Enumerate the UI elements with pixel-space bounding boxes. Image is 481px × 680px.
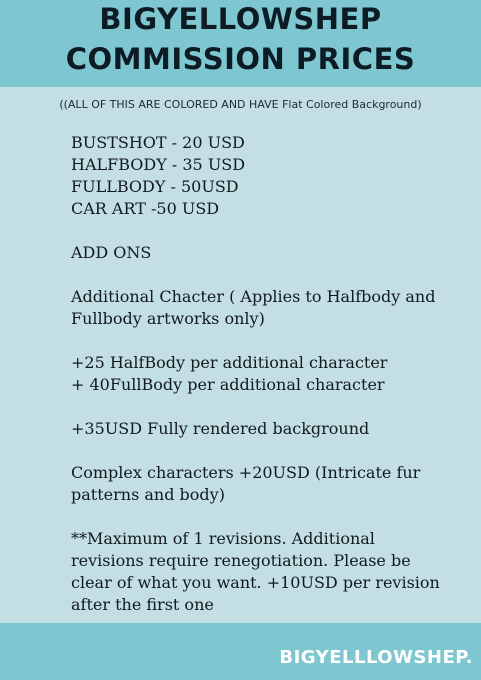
- page-subtitle: COMMISSION PRICES: [65, 42, 416, 76]
- addons-heading: ADD ONS: [71, 243, 152, 262]
- revision-policy-line: revisions require renegotiation. Please be: [71, 551, 411, 570]
- complex-character-text-cont: patterns and body): [71, 485, 225, 504]
- price-list: [71, 132, 471, 616]
- color-note: ((ALL OF THIS ARE COLORED AND HAVE Flat Colored Background): [59, 98, 422, 111]
- price-fullbody: FULLBODY - 50USD: [71, 177, 239, 196]
- price-bustshot: BUSTSHOT - 20 USD: [71, 133, 245, 152]
- complex-character-text: Complex characters +20USD (Intricate fur: [71, 463, 421, 482]
- revision-policy-line: clear of what you want. +10USD per revision: [71, 573, 440, 592]
- price-halfbody: HALFBODY - 35 USD: [71, 155, 246, 174]
- price-car-art: CAR ART -50 USD: [71, 199, 220, 218]
- halfbody-extra-price: +25 HalfBody per additional character: [71, 353, 388, 372]
- background-price: +35USD Fully rendered background: [71, 419, 370, 438]
- revision-policy-line: after the first one: [71, 595, 214, 614]
- revision-policy-line: **Maximum of 1 revisions. Additional: [71, 529, 375, 548]
- page-title: BIGYELLOWSHEP: [99, 2, 382, 36]
- footer-brand: BIGYELLLOWSHEP.: [279, 647, 473, 668]
- additional-character-text-cont: Fullbody artworks only): [71, 309, 265, 328]
- additional-character-text: Additional Chacter ( Applies to Halfbody and: [71, 287, 436, 306]
- fullbody-extra-price: + 40FullBody per additional character: [71, 375, 385, 394]
